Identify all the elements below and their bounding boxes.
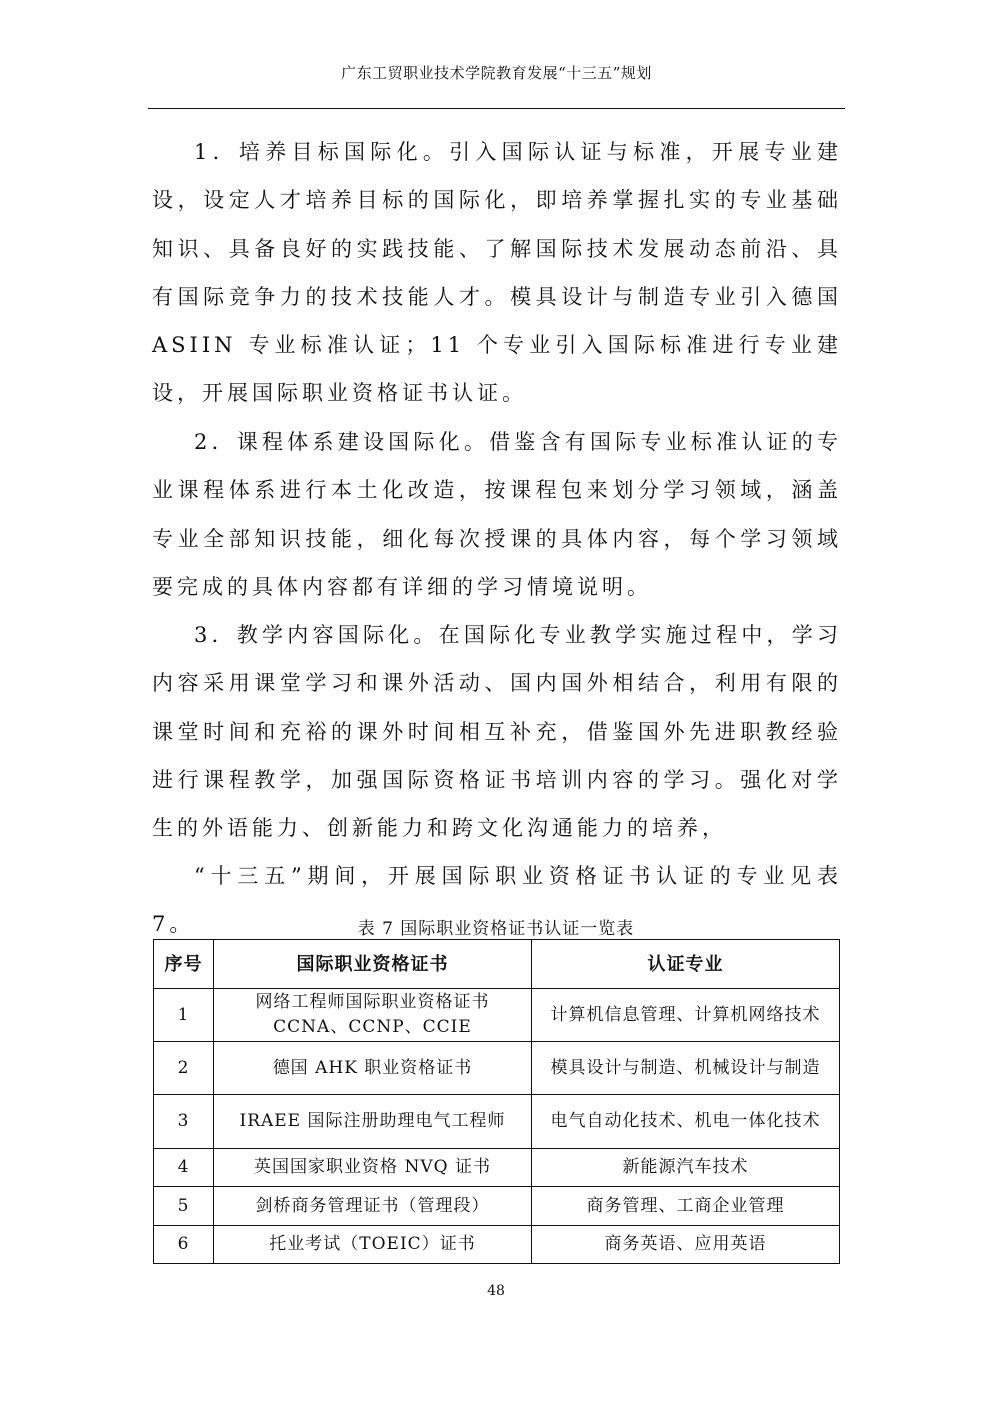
page-number: 48 bbox=[487, 1283, 505, 1299]
table-row bbox=[154, 989, 840, 1042]
cell-certificate: 剑桥商务管理证书（管理段） bbox=[214, 1187, 532, 1226]
header-major: 认证专业 bbox=[532, 940, 840, 989]
paragraph-goals: 1．培养目标国际化。引入国际认证与标准，开展专业建设，设定人才培养目标的国际化，即培养掌握扎实的专业基础知识、具备良好的实践技能、了解国际技术发展动态前沿、具有国际竞争力的技术技能人才。模具设计与制造专业引入德国 ASIIN 专业标准认证；11 个专业引入国际标准进行专业建设，开展国际职业资格证书认证。 bbox=[152, 140, 842, 406]
main-text-block-3 bbox=[152, 611, 842, 852]
cell-index: 1 bbox=[154, 989, 214, 1042]
paragraph-curriculum: 2．课程体系建设国际化。借鉴含有国际专业标准认证的专业课程体系进行本土化改造，按课程包来划分学习领域，涵盖专业全部知识技能，细化每次授课的具体内容，每个学习领域要完成的具体内容都有详细的学习情境说明。 bbox=[152, 430, 842, 599]
paragraph-teaching-content: 3．教学内容国际化。在国际化专业教学实施过程中，学习内容采用课堂学习和课外活动、国内国外相结合，利用有限的课堂时间和充裕的课外时间相互补充，借鉴国外先进职教经验进行课程教学，加强国际资格证书培训内容的学习。强化对学生的外语能力、创新能力和跨文化沟通能力的培养， bbox=[152, 623, 842, 841]
paragraph-table-intro: “十三五”期间，开展国际职业资格证书认证的专业见表 7。 bbox=[152, 864, 842, 937]
table-caption: 表 7 国际职业资格证书认证一览表 bbox=[357, 919, 635, 939]
certification-table bbox=[153, 939, 840, 1264]
header-certificate: 国际职业资格证书 bbox=[214, 940, 532, 989]
cell-certificate: 德国 AHK 职业资格证书 bbox=[214, 1042, 532, 1095]
cell-index: 5 bbox=[154, 1187, 214, 1226]
cell-major: 新能源汽车技术 bbox=[532, 1149, 840, 1187]
cell-certificate: 网络工程师国际职业资格证书 CCNA、CCNP、CCIE bbox=[214, 989, 532, 1042]
cell-index: 6 bbox=[154, 1226, 214, 1264]
cell-index: 2 bbox=[154, 1042, 214, 1095]
cell-index: 3 bbox=[154, 1095, 214, 1149]
header-index: 序号 bbox=[154, 940, 214, 989]
table-row bbox=[154, 1226, 840, 1264]
cell-major: 电气自动化技术、机电一体化技术 bbox=[532, 1095, 840, 1149]
cell-major: 商务英语、应用英语 bbox=[532, 1226, 840, 1264]
header-divider bbox=[148, 108, 845, 109]
table-row bbox=[154, 1042, 840, 1095]
cell-certificate: IRAEE 国际注册助理电气工程师 bbox=[214, 1095, 532, 1149]
table-header-row bbox=[154, 940, 840, 989]
table-row bbox=[154, 1095, 840, 1149]
table-row bbox=[154, 1149, 840, 1187]
cell-major: 计算机信息管理、计算机网络技术 bbox=[532, 989, 840, 1042]
cell-major: 模具设计与制造、机械设计与制造 bbox=[532, 1042, 840, 1095]
cell-certificate: 英国国家职业资格 NVQ 证书 bbox=[214, 1149, 532, 1187]
cell-major: 商务管理、工商企业管理 bbox=[532, 1187, 840, 1226]
cell-index: 4 bbox=[154, 1149, 214, 1187]
main-text-block-2 bbox=[152, 418, 842, 611]
cell-certificate: 托业考试（TOEIC）证书 bbox=[214, 1226, 532, 1264]
page-header: 广东工贸职业技术学院教育发展“十三五”规划 bbox=[341, 64, 652, 82]
table-row bbox=[154, 1187, 840, 1226]
main-text-block-1 bbox=[152, 128, 842, 418]
